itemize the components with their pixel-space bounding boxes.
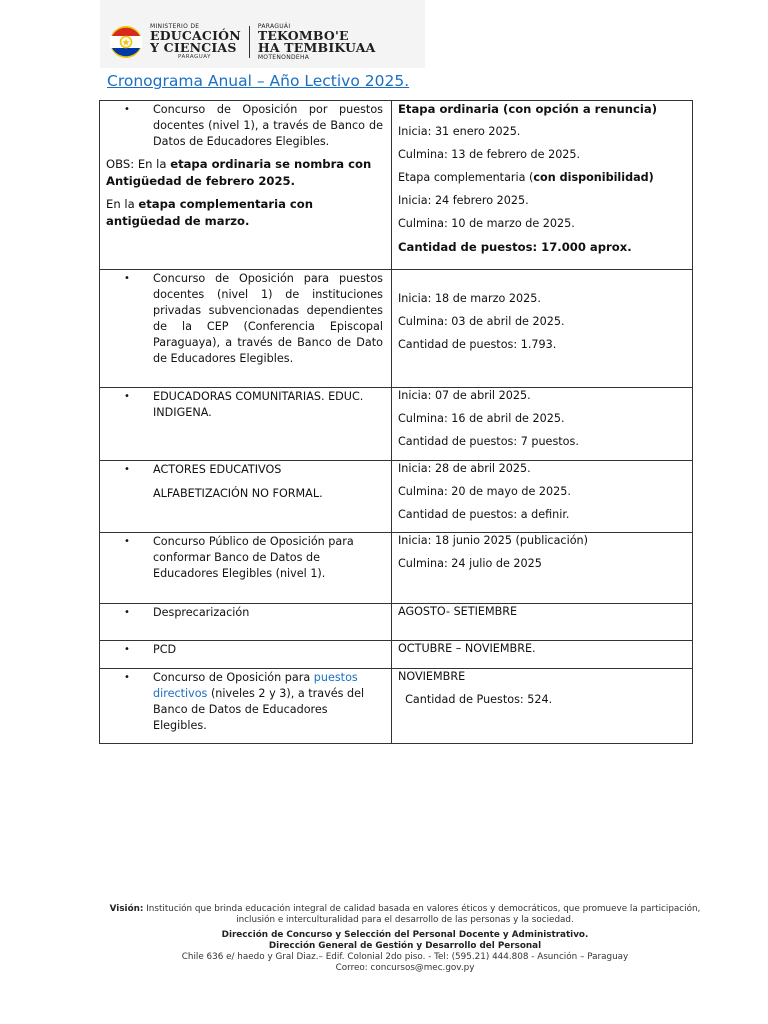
obs-prefix: OBS: En la — [106, 157, 171, 171]
item-text: Concurso Público de Oposición para conformar Banco de Datos de Educadores Elegibles (nivel 1). — [153, 535, 354, 580]
bullet: • — [124, 391, 130, 402]
bullet: • — [124, 273, 130, 284]
complementary-prefix: Etapa complementaria ( — [398, 171, 534, 184]
row-description — [100, 270, 392, 388]
row-schedule — [392, 388, 693, 461]
list-item — [100, 604, 391, 621]
schedule-period: NOVIEMBRE — [398, 670, 466, 683]
item-text: Concurso de Oposición para puestos docentes (nivel 1) de instituciones privadas subvencionadas dependientes de la CEP (Conferencia Episcopal Paraguaya), a través de Banco de Dato de Educadores Elegibles. — [153, 272, 383, 365]
logo-name-line1: EDUCACIÓN — [150, 27, 241, 43]
email-line: Correo: concursos@mec.gov.py — [335, 963, 475, 973]
obs-bold: etapa complementaria con antigüedad de marzo. — [106, 197, 314, 228]
item-text: Concurso de Oposición por puestos docentes (nivel 1), a través de Banco de Datos de Educadores Elegibles. — [153, 103, 383, 148]
list-item — [100, 101, 391, 150]
paraguay-seal-icon — [108, 24, 144, 60]
schedule-end: Culmina: 13 de febrero de 2025. — [398, 148, 581, 161]
logo-ministry-line: MINISTERIO DE — [150, 22, 200, 30]
puestos-directivos-link[interactable]: puestos directivos — [153, 671, 358, 700]
list-item — [100, 669, 391, 734]
logo-left-text — [150, 24, 241, 61]
obs-prefix: En la — [106, 197, 139, 211]
page-footer — [100, 904, 710, 974]
vision-text: Institución que brinda educación integral de calidad basada en valores éticos y democráticos, que promueve la participación, inclusión e interculturalidad para el desarrollo de las personas y la sociedad. — [143, 904, 701, 925]
table-row — [100, 533, 693, 604]
logo-right-name-line2: HA TEMBIKUAA — [257, 40, 376, 55]
row-description — [100, 101, 392, 270]
row-description — [100, 461, 392, 533]
address-line: Chile 636 e/ haedo y Gral Diaz.– Edif. Colonial 2do piso. - Tel: (595.21) 444.808 - Asunción – Paraguay — [181, 952, 629, 962]
bullet: • — [124, 104, 130, 115]
item-text — [153, 462, 383, 502]
logo-right-sub: MOTENONDEHA — [257, 53, 310, 61]
schedule-count: Cantidad de puestos: 1.793. — [398, 338, 557, 351]
row-description — [100, 669, 392, 744]
table-row — [100, 641, 693, 669]
table-row — [100, 270, 693, 388]
direction-line: Dirección de Concurso y Selección del Personal Docente y Administrativo. — [221, 930, 589, 940]
list-item — [100, 270, 391, 367]
schedule-count: Cantidad de puestos: 17.000 aprox. — [398, 240, 632, 254]
item-text-prefix: Concurso de Oposición para — [153, 671, 314, 684]
vision-label: Visión: — [109, 904, 144, 914]
direction-line: Dirección General de Gestión y Desarrollo del Personal — [268, 941, 542, 951]
row-schedule — [392, 641, 693, 669]
logo-separator — [249, 26, 250, 58]
row-schedule — [392, 461, 693, 533]
item-line: ALFABETIZACIÓN NO FORMAL. — [153, 487, 323, 500]
logo-right-country: PARAGUÁI — [257, 22, 291, 30]
schedule-end: Culmina: 16 de abril de 2025. — [398, 412, 565, 425]
table-row — [100, 604, 693, 641]
list-item — [100, 641, 391, 658]
schedule-start: Inicia: 07 de abril 2025. — [398, 389, 531, 402]
logo-right-name-line1: TEKOMBO'E — [257, 27, 349, 43]
schedule-period: AGOSTO- SETIEMBRE — [398, 605, 518, 618]
ministry-logo — [108, 22, 418, 62]
row-description — [100, 388, 392, 461]
vision-statement — [100, 904, 710, 926]
row-description — [100, 604, 392, 641]
complementary-bold: con disponibilidad) — [533, 171, 654, 184]
schedule-start: Inicia: 31 enero 2025. — [398, 125, 521, 138]
schedule-end: Culmina: 10 de marzo de 2025. — [398, 217, 575, 230]
table-row — [100, 461, 693, 533]
item-text: EDUCADORAS COMUNITARIAS. EDUC. INDIGENA. — [153, 390, 364, 419]
row-description — [100, 533, 392, 604]
row-schedule — [392, 533, 693, 604]
schedule-end: Culmina: 24 julio de 2025 — [398, 557, 542, 570]
document-title: Cronograma Anual – Año Lectivo 2025. — [107, 72, 410, 90]
list-item — [100, 533, 391, 582]
row-schedule — [392, 669, 693, 744]
table-row — [100, 101, 693, 270]
item-text: Desprecarización — [153, 606, 250, 619]
obs-note — [100, 150, 391, 190]
schedule-count: Cantidad de puestos: a definir. — [398, 508, 570, 521]
schedule-start: Inicia: 24 febrero 2025. — [398, 194, 529, 207]
row-description — [100, 641, 392, 669]
logo-country: PARAGUAY — [178, 53, 211, 60]
obs-note — [100, 190, 391, 230]
bullet: • — [124, 464, 130, 475]
schedule-count: Cantidad de puestos: 7 puestos. — [398, 435, 579, 448]
schedule-end: Culmina: 20 de mayo de 2025. — [398, 485, 571, 498]
item-text — [153, 670, 383, 734]
schedule-start: Inicia: 18 junio 2025 (publicación) — [398, 534, 588, 547]
list-item — [100, 388, 391, 421]
row-schedule — [392, 604, 693, 641]
item-line: ACTORES EDUCATIVOS — [153, 463, 282, 476]
item-text: PCD — [153, 643, 177, 656]
schedule-count: Cantidad de Puestos: 524. — [398, 693, 553, 706]
schedule-end: Culmina: 03 de abril de 2025. — [398, 315, 565, 328]
bullet: • — [124, 536, 130, 547]
schedule-heading: Etapa ordinaria (con opción a renuncia) — [398, 102, 657, 116]
bullet: • — [124, 607, 130, 618]
schedule-complementary — [398, 170, 692, 186]
table-row — [100, 388, 693, 461]
row-schedule — [392, 270, 693, 388]
obs-bold: etapa ordinaria se nombra con Antigüedad de febrero 2025. — [106, 157, 372, 188]
logo-name-line2: Y CIENCIAS — [150, 40, 237, 56]
schedule-period: OCTUBRE – NOVIEMBRE. — [398, 642, 536, 655]
schedule-table — [99, 100, 693, 744]
list-item — [100, 461, 391, 502]
schedule-start: Inicia: 28 de abril 2025. — [398, 462, 531, 475]
schedule-start: Inicia: 18 de marzo 2025. — [398, 292, 541, 305]
table-row — [100, 669, 693, 744]
row-schedule — [392, 101, 693, 270]
item-text-suffix: (niveles 2 y 3), a través del Banco de Datos de Educadores Elegibles. — [153, 687, 365, 732]
bullet: • — [124, 672, 130, 683]
bullet: • — [124, 644, 130, 655]
logo-right-text — [258, 24, 376, 61]
